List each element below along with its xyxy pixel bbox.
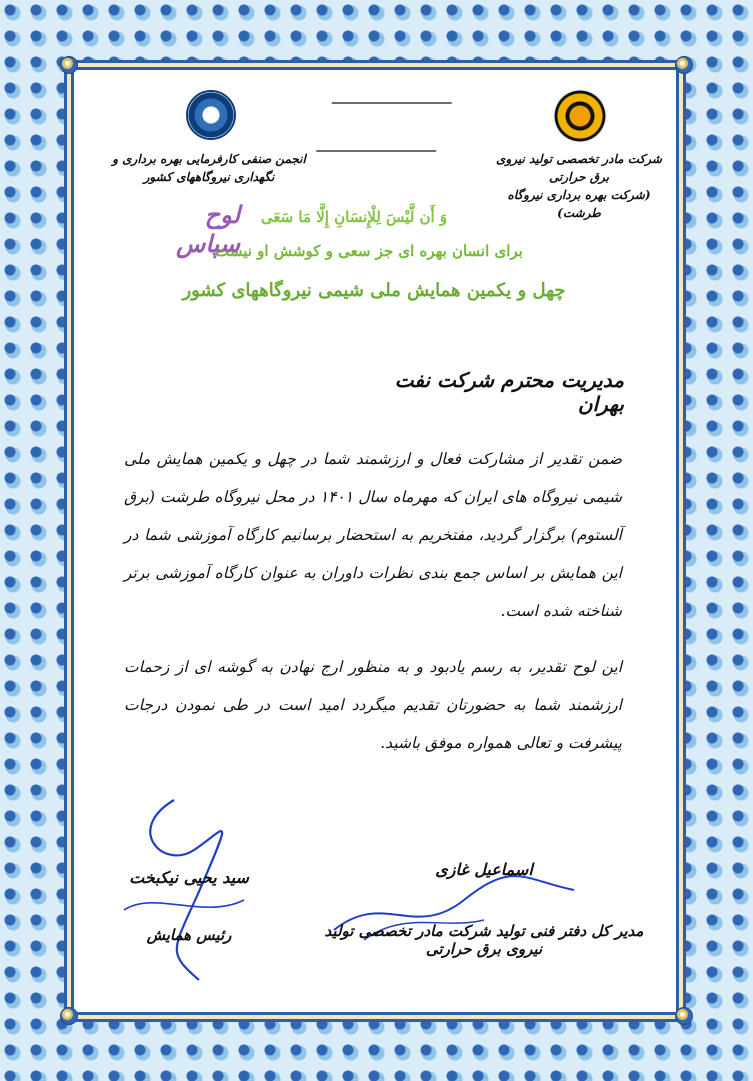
plaque-title: لوح سپاس: [176, 200, 240, 258]
header-right-line2: (شرکت بهره برداری نیروگاه طرشت): [507, 188, 651, 220]
corner-ornament-top-right: [675, 56, 693, 74]
corner-ornament-bottom-right: [675, 1007, 693, 1025]
addressee: مدیریت محترم شرکت نفت بهران: [394, 368, 624, 416]
quran-verse: وَ أَن لَّیْسَ لِلْإِنسَانِ إِلَّا مَا سَعَی: [260, 208, 448, 226]
header-right-org: [494, 150, 664, 222]
association-logo-icon: [186, 90, 236, 140]
body-paragraph-1: ضمن تقدیر از مشارکت فعال و ارزشمند شما در چهل و یکمین همایش ملی شیمی نیروگاه های ایران که مهرماه سال ۱۴۰۱ در محل نیروگاه طرشت (برق آلستوم) برگزار گردید، مفتخریم به استحضار برسانیم کارگاه آموزشی شما در این همایش بر اساس جمع بندی نظرات داوران به عنوان کارگاه آموزشی برتر شناخته شده است.: [124, 450, 622, 620]
right-signatory-title: مدیر کل دفتر فنی تولید شرکت مادر تخصصی تولید نیروی برق حرارتی: [324, 922, 644, 958]
event-title: چهل و یکمین همایش ملی شیمی نیروگاههای کشور: [182, 280, 566, 301]
left-signature: [104, 790, 264, 990]
verse-translation: برای انسان بهره ای جز سعی و کوشش او نیست: [215, 242, 523, 260]
left-signatory-title: رئیس همایش: [146, 926, 232, 944]
bismillah-calligraphy-icon: [316, 102, 452, 152]
right-signatory-name: اسماعیل غازی: [435, 860, 533, 879]
body-paragraph-2: این لوح تقدیر، به رسم یادبود و به منظور ارج نهادن به گوشه ای از زحمات ارزشمند شما به حضورتان تقدیم میگردد امید است در طی نمودن درجات پیشرفت و تعالی همواره موفق باشید.: [124, 658, 622, 752]
left-signatory-name: سید یحیی نیکبخت: [129, 868, 249, 887]
header-left-org: انجمن صنفی کارفرمایی بهره برداری و نگهداری نیروگاههای کشور: [112, 152, 306, 184]
certificate-content: [74, 70, 676, 1012]
header-right-line1: شرکت مادر تخصصی تولید نیروی برق حرارتی: [496, 152, 662, 184]
certificate-body: [124, 440, 622, 762]
thermal-power-company-logo-icon: [554, 90, 606, 142]
